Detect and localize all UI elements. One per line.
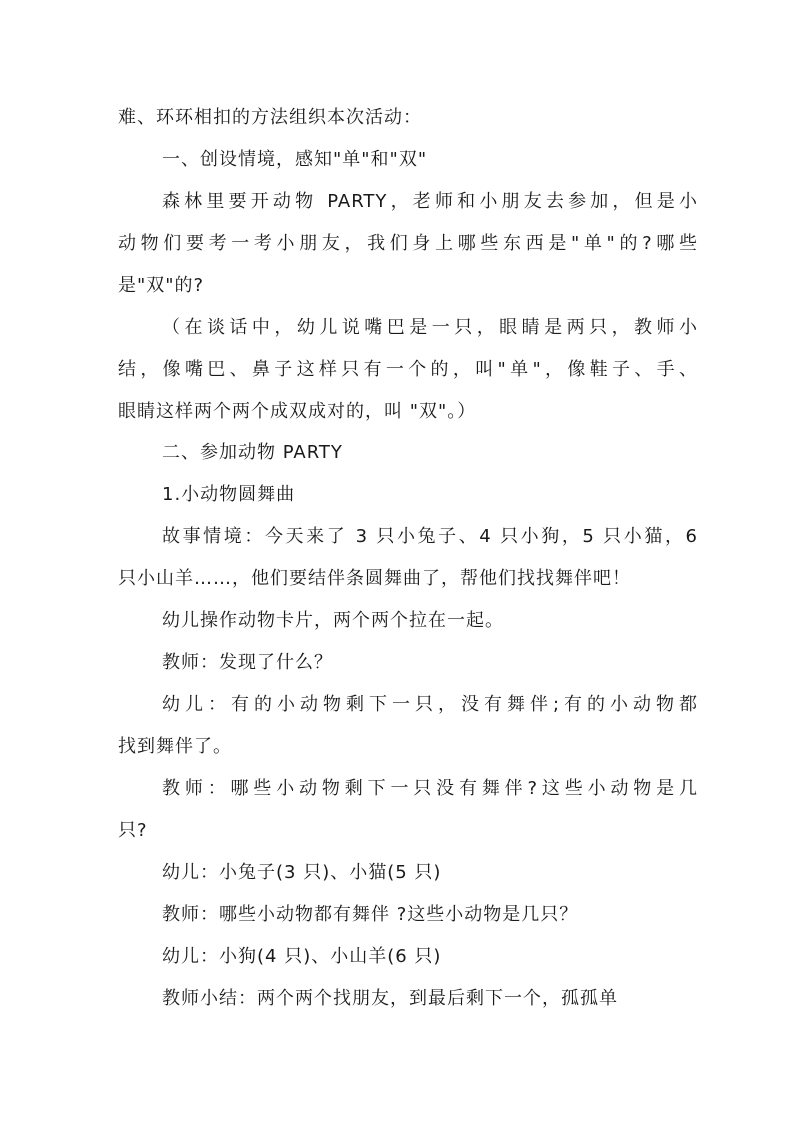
text-line: 教师：哪些小动物剩下一只没有舞伴?这些小动物是几 — [162, 778, 698, 799]
text-line: （在谈话中，幼儿说嘴巴是一只，眼睛是两只，教师小 — [162, 317, 698, 338]
text-line: 只小山羊……，他们要结伴条圆舞曲了，帮他们找找舞伴吧！ — [118, 568, 631, 589]
section-heading: 一、创设情境，感知"单"和"双" — [162, 149, 428, 170]
text-line: 幼儿操作动物卡片，两个两个拉在一起。 — [162, 610, 504, 631]
subsection-heading: 1.小动物圆舞曲 — [162, 484, 296, 505]
text-line: 森林里要开动物 PARTY，老师和小朋友去参加，但是小 — [162, 191, 698, 212]
text-line: 眼睛这样两个两个成双成对的，叫 "双"。） — [118, 401, 477, 422]
text-line: 教师：哪些小动物都有舞伴 ?这些小动物是几只？ — [162, 904, 579, 925]
text-line: 幼儿：有的小动物剩下一只，没有舞伴;有的小动物都 — [162, 694, 698, 715]
text-line: 找到舞伴了。 — [118, 736, 232, 757]
text-line: 是"双"的? — [118, 275, 205, 296]
text-line: 动物们要考一考小朋友，我们身上哪些东西是"单"的?哪些 — [118, 233, 698, 254]
section-heading: 二、参加动物 PARTY — [162, 442, 343, 463]
text-line: 结，像嘴巴、鼻子这样只有一个的，叫"单"，像鞋子、手、 — [118, 359, 698, 380]
text-line: 只? — [118, 820, 148, 841]
text-line: 教师：发现了什么？ — [162, 652, 333, 673]
text-line: 故事情境：今天来了 3 只小兔子、4 只小狗，5 只小猫，6 — [162, 526, 698, 547]
text-line: 幼儿：小兔子(3 只)、小猫(5 只) — [162, 862, 442, 883]
text-line: 教师小结：两个两个找朋友，到最后剩下一个，孤孤单 — [162, 988, 618, 1009]
text-line: 难、环环相扣的方法组织本次活动： — [118, 107, 422, 128]
text-line: 幼儿：小狗(4 只)、小山羊(6 只) — [162, 946, 442, 967]
